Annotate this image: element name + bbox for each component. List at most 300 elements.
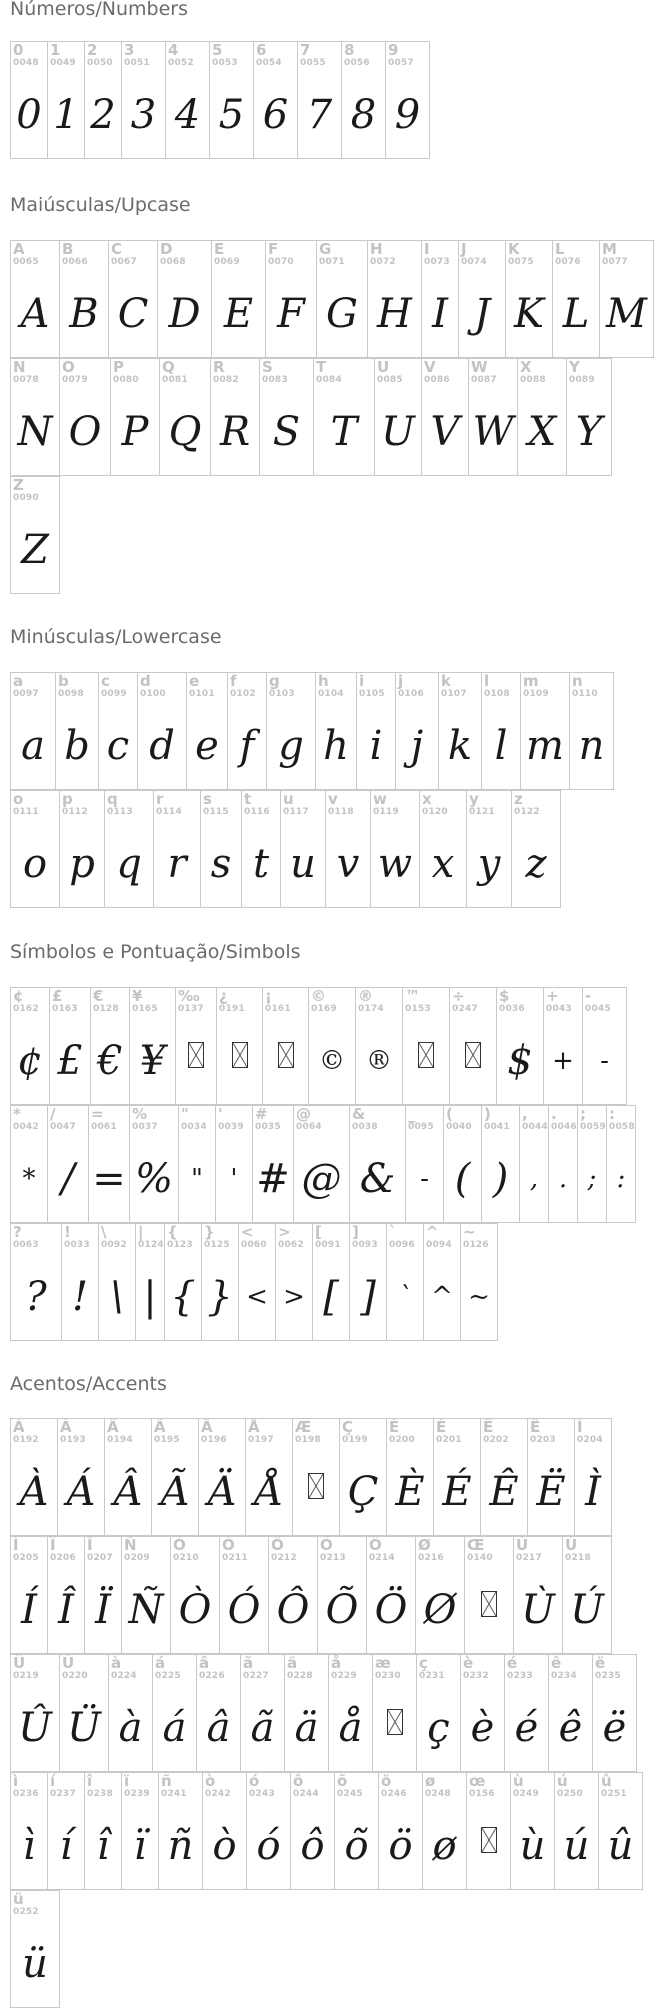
glyph-sample: t [252, 841, 270, 887]
glyph-code: 0097 [13, 689, 39, 699]
glyph-code: 0156 [469, 1789, 495, 1799]
glyph-sample: E [223, 291, 254, 337]
glyph-character-label: ç [419, 1654, 428, 1672]
glyph-sample: g [278, 723, 304, 769]
glyph-code: 0096 [389, 1240, 415, 1250]
glyph-sample: ò [212, 1823, 237, 1869]
glyph-character-label: Ö [369, 1536, 382, 1554]
glyph-code: 0044 [522, 1122, 548, 1132]
glyph-sample: A [20, 291, 50, 337]
glyph-cell [98, 1223, 136, 1341]
glyph-row [10, 1536, 642, 1654]
glyph-cell [366, 1536, 416, 1654]
glyph-code: 0230 [375, 1671, 401, 1681]
glyph-character-label: Æ [295, 1418, 312, 1436]
glyph-character-label: Ì [577, 1418, 583, 1436]
glyph-cell [316, 240, 368, 358]
glyph-code: 0066 [62, 257, 88, 267]
glyph-sample: ø [432, 1823, 457, 1869]
glyph-cell [151, 1418, 199, 1536]
glyph-sample: ® [366, 1046, 392, 1076]
glyph-cell [466, 790, 512, 908]
glyph-code: 0114 [156, 807, 182, 817]
glyph-character-label: : [609, 1105, 615, 1123]
glyph-cell [121, 1536, 171, 1654]
glyph-sample: j [410, 723, 424, 769]
glyph-code: 0058 [609, 1122, 635, 1132]
glyph-code: 0246 [381, 1789, 407, 1799]
glyph-cell [10, 987, 50, 1105]
glyph-cell [349, 1223, 387, 1341]
glyph-code: 0034 [181, 1122, 207, 1132]
glyph-sample: ì [22, 1823, 36, 1869]
glyph-sample: s [210, 841, 232, 887]
glyph-sample: 5 [218, 92, 245, 138]
glyph-sample: ó [256, 1823, 281, 1869]
glyph-cell [152, 1654, 197, 1772]
glyph-code: 0214 [369, 1553, 395, 1563]
glyph-code: 0236 [13, 1789, 39, 1799]
glyph-cell [98, 672, 138, 790]
glyph-character-label: Í [13, 1536, 19, 1554]
glyph-code: 0128 [93, 1004, 119, 1014]
glyph-cell [10, 1772, 48, 1890]
glyph-sample: Ù [521, 1587, 555, 1633]
glyph-sample: ` [398, 1282, 412, 1312]
glyph-character-label: v [328, 790, 338, 808]
glyph-character-label: Ü [62, 1654, 75, 1672]
glyph-character-label: 7 [300, 41, 311, 59]
glyph-cell [292, 1418, 340, 1536]
glyph-character-label: + [546, 987, 559, 1005]
glyph-character-label: ( [446, 1105, 453, 1123]
glyph-character-label: 0 [13, 41, 24, 59]
glyph-cell [468, 358, 518, 476]
glyph-code: 0109 [523, 689, 549, 699]
glyph-code: 0202 [483, 1435, 509, 1445]
glyph-character-label: Ñ [124, 1536, 137, 1554]
glyph-code: 0075 [508, 257, 534, 267]
glyph-sample: Ó [227, 1587, 261, 1633]
glyph-code: 0072 [370, 257, 396, 267]
glyph-cell [268, 1536, 318, 1654]
glyph-character-label: e [189, 672, 200, 690]
glyph-grid [10, 1418, 642, 2008]
glyph-row [10, 1223, 635, 1341]
glyph-code: 0064 [296, 1122, 322, 1132]
glyph-character-label: b [58, 672, 69, 690]
missing-glyph-icon [418, 1042, 434, 1068]
glyph-code: 0033 [64, 1240, 90, 1250]
glyph-sample: d [149, 723, 175, 769]
glyph-character-label: ! [64, 1223, 71, 1241]
glyph-character-label: | [138, 1223, 144, 1241]
section-title: Números/Numbers [10, 0, 188, 20]
glyph-row [10, 1890, 642, 2008]
glyph-code: 0163 [52, 1004, 78, 1014]
glyph-sample: Ñ [128, 1587, 164, 1633]
glyph-character-label: A [13, 240, 25, 258]
glyph-character-label: í [50, 1772, 56, 1790]
glyph-sample: ( [454, 1156, 471, 1202]
glyph-code: 0074 [461, 257, 487, 267]
glyph-character-label: " [181, 1105, 189, 1123]
glyph-sample: - [600, 1046, 609, 1076]
glyph-character-label: O [62, 358, 75, 376]
glyph-cell [395, 672, 439, 790]
glyph-code: 0038 [352, 1122, 378, 1132]
glyph-code: 0062 [278, 1240, 304, 1250]
glyph-sample: á [162, 1705, 187, 1751]
glyph-sample: ü [22, 1941, 48, 1987]
glyph-code: 0205 [13, 1553, 39, 1563]
glyph-character-label: c [101, 672, 110, 690]
glyph-sample: F [277, 291, 305, 337]
glyph-character-label: ú [557, 1772, 568, 1790]
glyph-sample: u [290, 841, 316, 887]
glyph-code: 0063 [13, 1240, 39, 1250]
glyph-character-label: ö [381, 1772, 392, 1790]
glyph-cell [562, 1536, 612, 1654]
glyph-character-label: Ó [222, 1536, 235, 1554]
glyph-row [10, 1654, 642, 1772]
glyph-code: 0217 [516, 1553, 542, 1563]
glyph-sample: Ò [178, 1587, 212, 1633]
glyph-character-label: ¢ [13, 987, 24, 1005]
glyph-cell [496, 987, 544, 1105]
glyph-sample: à [118, 1705, 143, 1751]
glyph-character-label: Œ [467, 1536, 485, 1554]
glyph-cell [548, 1105, 578, 1223]
glyph-character-label: V [424, 358, 436, 376]
glyph-character-label: æ [375, 1654, 391, 1672]
glyph-character-label: Å [248, 1418, 260, 1436]
glyph-character-label: õ [337, 1772, 348, 1790]
glyph-character-label: ù [513, 1772, 524, 1790]
glyph-sample: 3 [130, 92, 157, 138]
glyph-code: 0104 [318, 689, 344, 699]
glyph-code: 0055 [300, 58, 326, 68]
glyph-cell [577, 1105, 607, 1223]
glyph-sample: Î [58, 1587, 74, 1633]
glyph-sample: ö [388, 1823, 413, 1869]
missing-glyph-icon [232, 1042, 248, 1068]
glyph-character-label: g [269, 672, 280, 690]
glyph-cell [246, 1772, 291, 1890]
glyph-sample: Ö [374, 1587, 408, 1633]
glyph-row [10, 1418, 642, 1536]
glyph-code: 0035 [255, 1122, 281, 1132]
glyph-cell [458, 240, 506, 358]
glyph-sample: [ [323, 1274, 339, 1320]
glyph-code: 0053 [212, 58, 238, 68]
glyph-character-label: û [601, 1772, 612, 1790]
glyph-cell [49, 987, 91, 1105]
glyph-cell [61, 1223, 99, 1341]
glyph-sample: Â [113, 1469, 143, 1515]
glyph-cell [10, 358, 60, 476]
glyph-cell [10, 1536, 48, 1654]
glyph-cell [108, 240, 158, 358]
glyph-row [10, 987, 635, 1105]
glyph-code: 0225 [155, 1671, 181, 1681]
glyph-character-label: É [436, 1418, 447, 1436]
glyph-sample: Z [21, 527, 49, 573]
glyph-sample: Õ [325, 1587, 359, 1633]
glyph-sample: 9 [394, 92, 421, 138]
glyph-sample: / [61, 1156, 75, 1202]
glyph-cell [317, 1536, 367, 1654]
glyph-code: 0079 [62, 375, 88, 385]
glyph-character-label: ì [13, 1772, 19, 1790]
glyph-character-label: P [113, 358, 124, 376]
glyph-cell [385, 41, 430, 159]
glyph-character-label: W [471, 358, 488, 376]
glyph-cell [104, 1418, 152, 1536]
glyph-character-label: F [268, 240, 279, 258]
glyph-character-label: o [13, 790, 24, 808]
glyph-cell [372, 1654, 417, 1772]
section-title: Maiúsculas/Upcase [10, 194, 191, 216]
glyph-sample: ~ [468, 1282, 490, 1312]
glyph-cell [10, 240, 60, 358]
glyph-code: 0094 [426, 1240, 452, 1250]
glyph-code: 0169 [311, 1004, 337, 1014]
glyph-sample: z [525, 841, 547, 887]
glyph-sample: Ä [207, 1469, 237, 1515]
glyph-code: 0045 [585, 1004, 611, 1014]
glyph-sample: ; [587, 1164, 597, 1194]
glyph-cell [108, 1654, 153, 1772]
glyph-code: 0087 [471, 375, 497, 385]
glyph-character-label: © [311, 987, 326, 1005]
glyph-code: 0116 [244, 807, 270, 817]
glyph-code: 0118 [328, 807, 354, 817]
glyph-cell [552, 240, 600, 358]
glyph-sample: e [195, 723, 219, 769]
glyph-code: 0121 [469, 807, 495, 817]
glyph-sample: % [134, 1156, 173, 1202]
glyph-code: 0105 [359, 689, 385, 699]
glyph-cell [511, 790, 561, 908]
glyph-cell [10, 1890, 60, 2008]
glyph-character-label: ¿ [219, 987, 228, 1005]
glyph-sample: ? [25, 1274, 47, 1320]
glyph-code: 0115 [203, 807, 229, 817]
glyph-code: 0174 [358, 1004, 384, 1014]
glyph-sample: I [432, 291, 448, 337]
glyph-code: 0228 [287, 1671, 313, 1681]
glyph-code: 0162 [13, 1004, 39, 1014]
glyph-cell [449, 987, 497, 1105]
glyph-sample: ¢ [17, 1038, 43, 1084]
glyph-sample: £ [57, 1038, 83, 1084]
glyph-cell [527, 1418, 575, 1536]
glyph-character-label: ÷ [452, 987, 465, 1005]
glyph-cell [460, 1223, 498, 1341]
glyph-code: 0195 [154, 1435, 180, 1445]
glyph-code: 0212 [271, 1553, 297, 1563]
glyph-character-label: ä [287, 1654, 298, 1672]
section-title: Acentos/Accents [10, 1373, 167, 1395]
glyph-sample: G [326, 291, 358, 337]
glyph-code: 0119 [373, 807, 399, 817]
glyph-character-label: 1 [50, 41, 61, 59]
glyph-code: 0095 [408, 1122, 434, 1132]
glyph-cell [370, 790, 420, 908]
glyph-row [10, 358, 653, 476]
glyph-character-label: f [230, 672, 237, 690]
glyph-code: 0078 [13, 375, 39, 385]
glyph-cell [520, 672, 570, 790]
glyph-character-label: â [199, 1654, 210, 1672]
glyph-sample: U [381, 409, 415, 455]
glyph-cell [592, 1654, 637, 1772]
glyph-cell [582, 987, 627, 1105]
glyph-cell [47, 1772, 85, 1890]
glyph-character-label: J [461, 240, 467, 258]
glyph-sample: 6 [262, 92, 289, 138]
glyph-cell [186, 672, 228, 790]
glyph-code: 0092 [101, 1240, 127, 1250]
glyph-sample: # [256, 1156, 290, 1202]
glyph-cell [386, 1418, 434, 1536]
glyph-character-label: d [140, 672, 151, 690]
glyph-sample: 4 [174, 92, 201, 138]
glyph-code: 0113 [107, 807, 133, 817]
glyph-character-label: \ [101, 1223, 107, 1241]
glyph-sample: b [64, 723, 90, 769]
glyph-cell [464, 1536, 514, 1654]
glyph-cell [513, 1536, 563, 1654]
glyph-cell [510, 1772, 555, 1890]
glyph-code: 0099 [101, 689, 127, 699]
glyph-cell [196, 1654, 241, 1772]
glyph-code: 0218 [565, 1553, 591, 1563]
glyph-sample: ã [250, 1705, 275, 1751]
glyph-character-label: ® [358, 987, 373, 1005]
glyph-sample: h [323, 723, 349, 769]
glyph-sample: È [395, 1469, 425, 1515]
glyph-character-label: è [463, 1654, 474, 1672]
glyph-code: 0241 [161, 1789, 187, 1799]
glyph-sample: ï [133, 1823, 147, 1869]
glyph-sample: J [473, 291, 491, 337]
glyph-character-label: < [241, 1223, 254, 1241]
glyph-character-label: € [93, 987, 104, 1005]
glyph-code: 0061 [91, 1122, 117, 1132]
glyph-sample: ú [563, 1823, 590, 1869]
glyph-grid [10, 41, 429, 159]
glyph-character-label: G [319, 240, 332, 258]
glyph-cell [402, 987, 450, 1105]
glyph-cell [121, 1772, 159, 1890]
missing-glyph-icon [188, 1042, 204, 1068]
glyph-character-label: { [167, 1223, 178, 1241]
glyph-code: 0245 [337, 1789, 363, 1799]
glyph-code: 0056 [344, 58, 370, 68]
glyph-code: 0108 [484, 689, 510, 699]
glyph-character-label: Ä [201, 1418, 213, 1436]
glyph-sample: ô [300, 1823, 325, 1869]
glyph-sample: r [167, 841, 187, 887]
glyph-sample: Ì [585, 1469, 601, 1515]
glyph-cell [598, 1772, 643, 1890]
glyph-code: 0219 [13, 1671, 39, 1681]
glyph-cell [481, 672, 521, 790]
glyph-cell [423, 1223, 461, 1341]
glyph-character-label: ~ [463, 1223, 476, 1241]
glyph-cell [275, 1223, 313, 1341]
glyph-code: 0193 [60, 1435, 86, 1445]
glyph-sample: y [477, 841, 501, 887]
glyph-sample: > [283, 1282, 305, 1312]
glyph-character-label: w [373, 790, 387, 808]
glyph-character-label: Y [569, 358, 580, 376]
glyph-cell [159, 358, 211, 476]
glyph-sample: D [168, 291, 201, 337]
glyph-code: 0137 [178, 1004, 204, 1014]
glyph-code: 0050 [87, 58, 113, 68]
glyph-character-label: 4 [168, 41, 179, 59]
glyph-sample: & [359, 1156, 396, 1202]
glyph-code: 0238 [87, 1789, 113, 1799]
glyph-character-label: é [507, 1654, 518, 1672]
glyph-code: 0036 [499, 1004, 525, 1014]
glyph-cell [566, 358, 612, 476]
glyph-character-label: 3 [124, 41, 135, 59]
glyph-code: 0083 [262, 375, 288, 385]
glyph-cell [165, 41, 210, 159]
glyph-character-label: q [107, 790, 118, 808]
glyph-code: 0088 [520, 375, 546, 385]
glyph-cell [443, 1105, 482, 1223]
glyph-code: 0091 [315, 1240, 341, 1250]
glyph-character-label: 8 [344, 41, 355, 59]
glyph-cell [262, 987, 309, 1105]
glyph-sample: w [377, 841, 413, 887]
glyph-sample: ^ [431, 1282, 453, 1312]
glyph-code: 0124 [138, 1240, 164, 1250]
glyph-code: 0073 [424, 257, 450, 267]
glyph-sample: ê [558, 1705, 583, 1751]
glyph-code: 0227 [243, 1671, 269, 1681]
glyph-code: 0233 [507, 1671, 533, 1681]
glyph-code: 0192 [13, 1435, 39, 1445]
glyph-cell [356, 672, 396, 790]
glyph-code: 0229 [331, 1671, 357, 1681]
glyph-sample: = [92, 1156, 126, 1202]
glyph-code: 0110 [572, 689, 598, 699]
glyph-character-label: Â [107, 1418, 119, 1436]
glyph-character-label: t [244, 790, 252, 808]
glyph-sample: x [431, 841, 455, 887]
glyph-character-label: ; [580, 1105, 586, 1123]
glyph-sample: m [526, 723, 564, 769]
glyph-cell [386, 1223, 424, 1341]
glyph-character-label: _ [408, 1105, 416, 1123]
glyph-character-label: ñ [161, 1772, 172, 1790]
glyph-character-label: * [13, 1105, 21, 1123]
glyph-cell [421, 240, 459, 358]
glyph-sample: õ [344, 1823, 369, 1869]
glyph-code: 0057 [388, 58, 414, 68]
glyph-code: 0077 [602, 257, 628, 267]
glyph-code: 0122 [514, 807, 540, 817]
glyph-cell [313, 358, 375, 476]
glyph-code: 0252 [13, 1907, 39, 1917]
glyph-sample: Ã [160, 1469, 190, 1515]
